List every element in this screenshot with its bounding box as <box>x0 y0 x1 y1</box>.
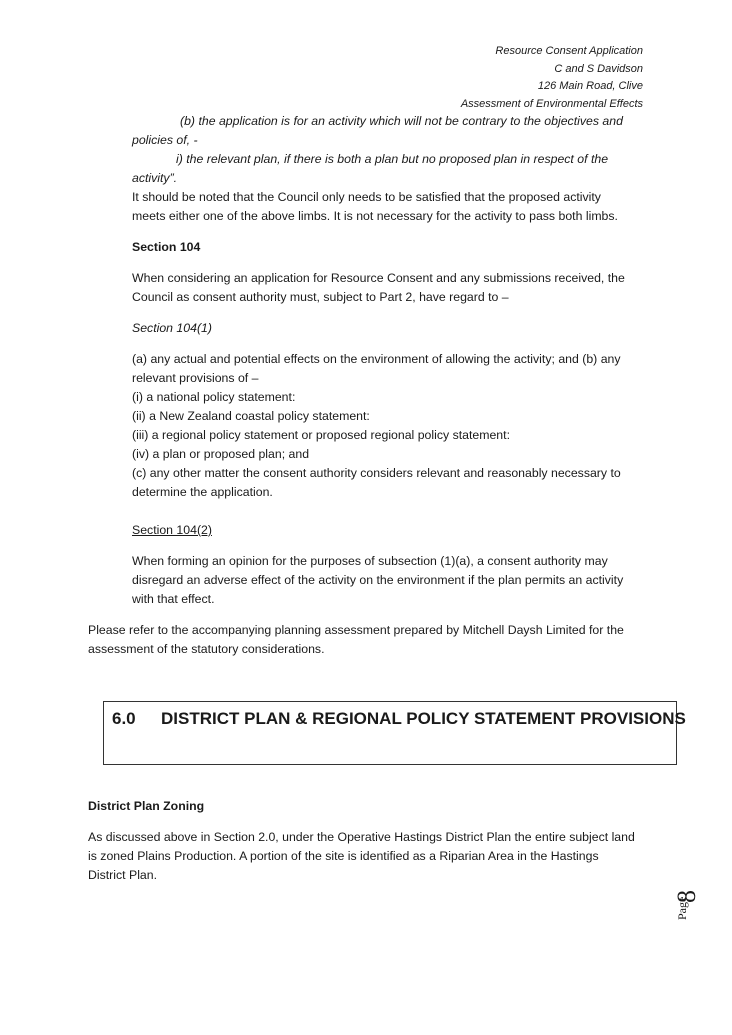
header-line: Resource Consent Application <box>495 45 643 57</box>
paragraph-line: As discussed above in Section 2.0, under the Operative Hastings District Plan the entire subject land <box>88 830 635 844</box>
list-item: (c) any other matter the consent authority considers relevant and reasonably necessary to <box>132 466 621 480</box>
header-line: C and S Davidson <box>554 62 643 75</box>
paragraph-line: policies of, - <box>132 133 198 147</box>
section-title: DISTRICT PLAN & REGIONAL POLICY STATEMENT PROVISIONS <box>161 709 686 728</box>
page-label: Page <box>675 896 689 920</box>
paragraph-line: (a) any actual and potential effects on the environment of allowing the activity; and (b) any <box>132 352 621 366</box>
paragraph-line: (b) the application is for an activity which will not be contrary to the objectives and <box>180 114 623 128</box>
section-heading: District Plan Zoning <box>88 799 205 813</box>
page-header <box>461 43 643 113</box>
paragraph-line: i) the relevant plan, if there is both a plan but no proposed plan in respect of the <box>176 152 609 166</box>
section-number: 6.0 <box>112 709 136 728</box>
page-number-value: 8 <box>672 890 701 903</box>
paragraph-line: When considering an application for Resource Consent and any submissions received, the <box>132 271 625 285</box>
list-item: (i) a national policy statement: <box>132 390 296 404</box>
paragraph-line: meets either one of the above limbs. It is not necessary for the activity to pass both limbs. <box>132 209 618 223</box>
paragraph-line: relevant provisions of – <box>132 371 259 385</box>
list-item: (iii) a regional policy statement or proposed regional policy statement: <box>132 428 510 442</box>
section-title-box <box>103 701 686 765</box>
section-heading: Section 104 <box>132 240 201 254</box>
paragraph-line: assessment of the statutory considerations. <box>88 642 325 656</box>
paragraph-line: It should be noted that the Council only needs to be satisfied that the proposed activity <box>132 190 601 204</box>
paragraph-line: District Plan. <box>88 868 158 882</box>
paragraph-line: with that effect. <box>132 592 215 606</box>
header-line: Assessment of Environmental Effects <box>460 97 643 110</box>
paragraph-line: When forming an opinion for the purposes of subsection (1)(a), a consent authority may <box>132 554 608 568</box>
subsection-heading: Section 104(2) <box>132 523 212 537</box>
paragraph-line: determine the application. <box>132 485 273 499</box>
paragraph-line: Council as consent authority must, subject to Part 2, have regard to – <box>132 290 509 304</box>
list-item: (ii) a New Zealand coastal policy statement: <box>132 409 370 423</box>
subsection-heading: Section 104(1) <box>132 321 212 335</box>
paragraph-line: is zoned Plains Production. A portion of the site is identified as a Riparian Area in the Hastings <box>88 849 599 863</box>
header-line: 126 Main Road, Clive <box>537 80 643 92</box>
paragraph-line: disregard an adverse effect of the activity on the environment if the plan permits an activity <box>132 573 624 587</box>
paragraph-line: activity”. <box>132 171 178 185</box>
list-item: (iv) a plan or proposed plan; and <box>132 447 310 461</box>
paragraph-line: Please refer to the accompanying planning assessment prepared by Mitchell Daysh Limited for the <box>88 623 624 637</box>
